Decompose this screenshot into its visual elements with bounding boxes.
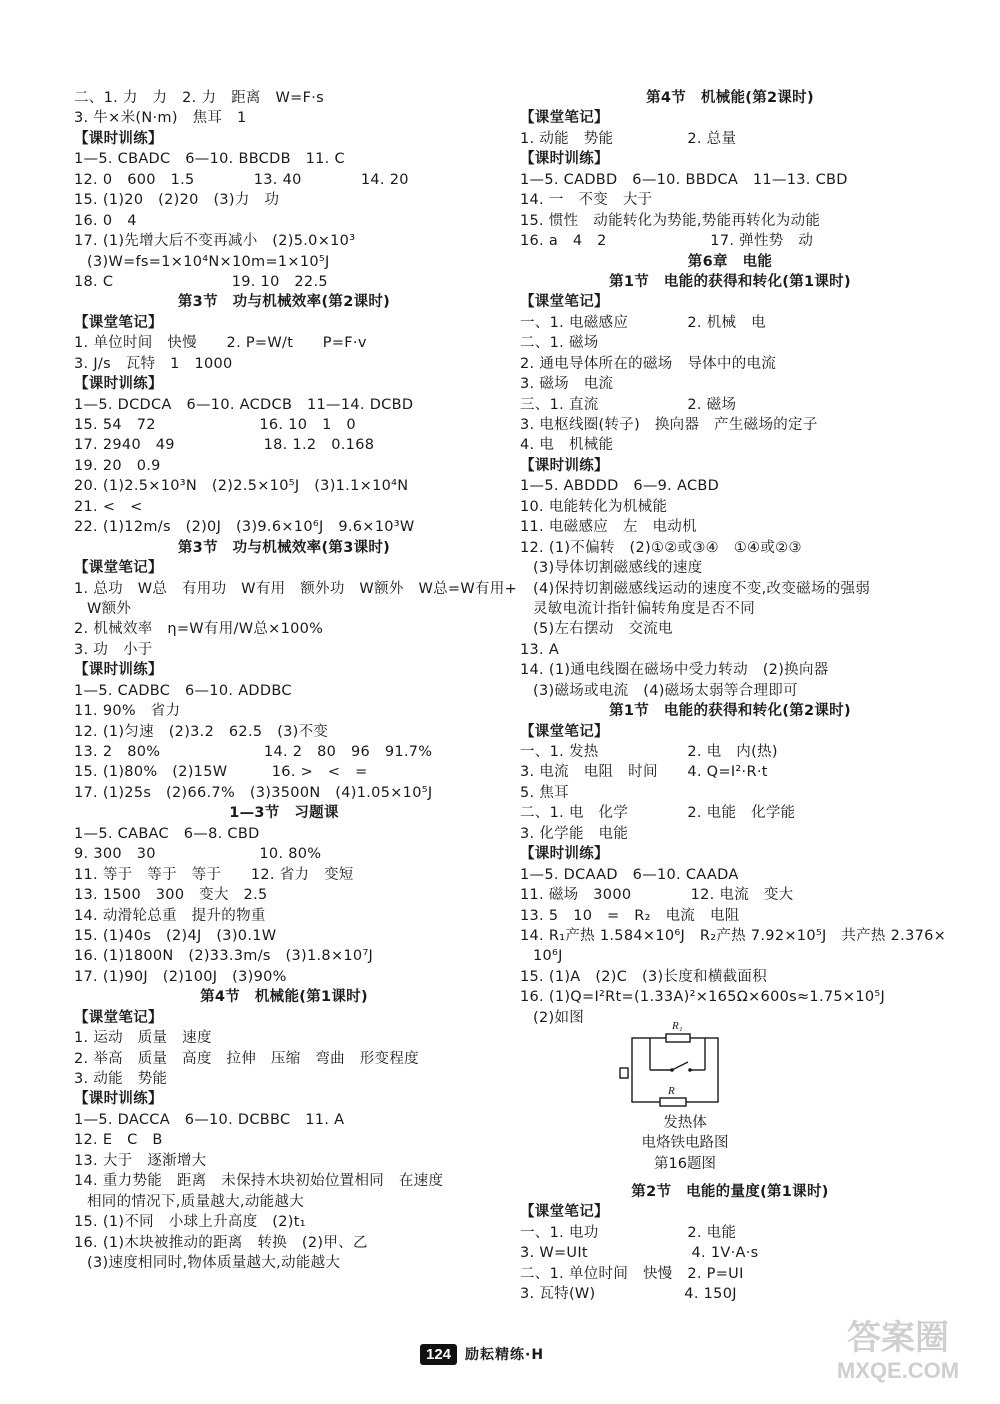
subsection-label: 【课堂笔记】	[74, 560, 163, 577]
answer-line: 12. 0 600 1.5 13. 40 14. 20	[74, 171, 409, 188]
answer-line: 16. (1)木块被推动的距离 转换 (2)甲、乙	[74, 1234, 368, 1251]
subsection-label: 【课堂笔记】	[74, 1009, 163, 1026]
resistor-r1-icon	[666, 1034, 690, 1042]
answer-line: 13. 大于 逐渐增大	[74, 1152, 207, 1169]
plug-icon	[620, 1068, 628, 1078]
answer-line: (4)保持切割磁感线运动的速度不变,改变磁场的强弱	[533, 580, 871, 597]
answer-line: 16. (1)Q=I²Rt=(1.33A)²×165Ω×600s≈1.75×10⁵J	[520, 989, 886, 1006]
answer-line: 17. (1)90J (2)100J (3)90%	[74, 968, 287, 985]
answer-line: 三、1. 直流 2. 磁场	[520, 396, 737, 413]
watermark-logo-text: 答案圈	[847, 1318, 949, 1358]
answer-line: W额外	[87, 600, 132, 617]
answer-line: 3. 磁场 电流	[520, 376, 614, 393]
answer-line: 16. (1)1800N (2)33.3m/s (3)1.8×10⁷J	[74, 948, 374, 965]
answer-line: 1. 单位时间 快慢 2. P=W/t P=F·v	[74, 335, 367, 352]
answer-line: 一、1. 电磁感应 2. 机械 电	[520, 314, 766, 331]
answer-line: 5. 焦耳	[520, 784, 569, 801]
answer-line: 16. a 4 2 17. 弹性势 动	[520, 233, 814, 250]
watermark-url: MXQE.COM	[836, 1358, 960, 1383]
answer-line: 12. (1)不偏转 (2)①②或③④ ①④或②③	[520, 539, 802, 556]
figure-caption	[520, 1113, 850, 1174]
answer-line: 19. 20 0.9	[74, 457, 161, 474]
answer-line: 相同的情况下,质量越大,动能越大	[87, 1193, 305, 1210]
answer-line: 1—5. DACCA 6—10. DCBBC 11. A	[74, 1111, 345, 1128]
subsection-label: 【课时训练】	[520, 457, 609, 474]
answer-line: 二、1. 电 化学 2. 电能 化学能	[520, 805, 796, 822]
answer-line: 2. 举高 质量 高度 拉伸 压缩 弯曲 形变程度	[74, 1050, 419, 1067]
section-heading: 第4节 机械能(第1课时)	[200, 989, 368, 1006]
section-heading: 第1节 电能的获得和转化(第2课时)	[609, 703, 851, 720]
answer-line: (2)如图	[533, 1009, 585, 1026]
answer-line: 15. (1)80% (2)15W 16. > < =	[74, 764, 368, 781]
right-column-lower	[520, 1182, 940, 1305]
answer-line: 10. 电能转化为机械能	[520, 498, 668, 515]
subsection-label: 【课堂笔记】	[520, 1204, 609, 1221]
subsection-label: 【课堂笔记】	[520, 110, 609, 127]
answer-line: 14. 一 不变 大于	[520, 192, 653, 209]
answer-line: 13. 5 10 = R₂ 电流 电阻	[520, 907, 740, 924]
answer-line: 11. 90% 省力	[74, 703, 181, 720]
watermark	[818, 1318, 978, 1388]
answer-line: 10⁶J	[533, 948, 563, 965]
answer-line: (3)速度相同时,物体质量越大,动能越大	[87, 1254, 341, 1271]
answer-line: 2. 通电导体所在的磁场 导体中的电流	[520, 355, 777, 372]
page-number: 124	[420, 1344, 457, 1365]
answer-line: 17. (1)先增大后不变再减小 (2)5.0×10³	[74, 233, 356, 250]
section-heading: 第2节 电能的量度(第1课时)	[631, 1184, 829, 1200]
answer-line: 13. 1500 300 变大 2.5	[74, 887, 268, 904]
answer-line: 1. 运动 质量 速度	[74, 1030, 212, 1047]
answer-line: 15. (1)20 (2)20 (3)力 功	[74, 192, 280, 209]
switch-icon	[672, 1062, 688, 1070]
answer-line: 15. (1)40s (2)4J (3)0.1W	[74, 927, 277, 944]
answer-line: 3. 功 小于	[74, 641, 153, 658]
answer-line: 12. (1)匀速 (2)3.2 62.5 (3)不变	[74, 723, 329, 740]
answer-line: 1—5. ABDDD 6—9. ACBD	[520, 478, 720, 495]
answer-line: 3. 牛×米(N·m) 焦耳 1	[74, 110, 247, 127]
circuit-diagram	[610, 1020, 730, 1110]
answer-line: 3. 动能 势能	[74, 1071, 168, 1087]
answer-line: 3. 化学能 电能	[520, 825, 629, 842]
answer-line: 3. J/s 瓦特 1 1000	[74, 355, 233, 372]
answer-line: 15. (1)不同 小球上升高度 (2)t₁	[74, 1214, 306, 1231]
answer-line: 15. 54 72 16. 10 1 0	[74, 417, 356, 433]
answer-line: 14. R₁产热 1.584×10⁶J R₂产热 7.92×10⁵J 共产热 2.376×	[520, 927, 947, 944]
answer-line: 14. (1)通电线圈在磁场中受力转动 (2)换向器	[520, 662, 829, 679]
answer-line: 4. 电 机械能	[520, 437, 614, 454]
answer-line: 14. 重力势能 距离 未保持木块初始位置相同 在速度	[74, 1173, 444, 1190]
answer-line: 13. A	[520, 641, 560, 658]
section-heading: 第1节 电能的获得和转化(第1课时)	[609, 273, 851, 290]
caption-line: 第16题图	[654, 1155, 716, 1172]
subsection-label: 【课时训练】	[74, 376, 163, 393]
answer-line: 17. 2940 49 18. 1.2 0.168	[74, 437, 375, 454]
caption-line: 电烙铁电路图	[641, 1135, 729, 1152]
answer-line: 3. 电流 电阻 时间 4. Q=I²·R·t	[520, 764, 768, 781]
answer-line: 3. W=UIt 4. 1V·A·s	[520, 1245, 759, 1262]
section-heading: 1—3节 习题课	[229, 805, 339, 822]
answer-line: 1—5. CBADC 6—10. BBCDB 11. C	[74, 151, 345, 168]
section-heading: 第3节 功与机械效率(第3课时)	[177, 539, 391, 556]
answer-line: 二、1. 力 力 2. 力 距离 W=F·s	[74, 90, 324, 106]
left-column	[74, 88, 518, 1273]
answer-line: 15. 惯性 动能转化为势能,势能再转化为动能	[520, 212, 821, 229]
resistor-r-icon	[660, 1098, 686, 1106]
answer-line: 11. 电磁感应 左 电动机	[520, 519, 697, 536]
answer-line: 20. (1)2.5×10³N (2)2.5×10⁵J (3)1.1×10⁴N	[74, 478, 409, 495]
answer-line: (3)W=fs=1×10⁴N×10m=1×10⁵J	[87, 253, 330, 270]
section-heading: 第6章 电能	[687, 253, 773, 270]
subsection-label: 【课时训练】	[74, 1091, 163, 1108]
answer-line: 3. 电枢线圈(转子) 换向器 产生磁场的定子	[520, 417, 818, 433]
answer-line: 3. 瓦特(W) 4. 150J	[520, 1286, 737, 1303]
answer-line: 18. C 19. 10 22.5	[74, 273, 328, 290]
answer-line: 9. 300 30 10. 80%	[74, 846, 322, 863]
subsection-label: 【课时训练】	[74, 130, 163, 147]
answer-line: 11. 磁场 3000 12. 电流 变大	[520, 887, 794, 904]
answer-line: 一、1. 发热 2. 电 内(热)	[520, 744, 778, 760]
answer-line: 1—5. DCDCA 6—10. ACDCB 11—14. DCBD	[74, 396, 414, 413]
answer-line: (5)左右摆动 交流电	[533, 621, 673, 638]
answer-line: 16. 0 4	[74, 212, 137, 229]
section-heading: 第4节 机械能(第2课时)	[646, 90, 814, 106]
brand-name: 励耘精练·H	[465, 1347, 545, 1363]
answer-line: 22. (1)12m/s (2)0J (3)9.6×10⁶J 9.6×10³W	[74, 519, 415, 536]
page-footer	[420, 1342, 544, 1366]
subsection-label: 【课时训练】	[520, 151, 609, 168]
section-heading: 第3节 功与机械效率(第2课时)	[177, 294, 391, 311]
answer-line: 1—5. CABAC 6—8. CBD	[74, 825, 260, 842]
answer-line: 12. E C B	[74, 1132, 163, 1149]
answer-line: 1. 动能 势能 2. 总量	[520, 130, 737, 147]
answer-line: 13. 2 80% 14. 2 80 96 91.7%	[74, 744, 433, 760]
answer-line: 二、1. 磁场	[520, 335, 599, 352]
subsection-label: 【课堂笔记】	[74, 314, 163, 331]
answer-line: 1—5. CADBC 6—10. ADDBC	[74, 682, 292, 699]
subsection-label: 【课时训练】	[74, 662, 163, 679]
answer-line: 1. 总功 W总 有用功 W有用 额外功 W额外 W总=W有用+	[74, 580, 518, 597]
answer-line: 1—5. CADBD 6—10. BBDCA 11—13. CBD	[520, 171, 848, 188]
subsection-label: 【课堂笔记】	[520, 723, 609, 740]
subsection-label: 【课堂笔记】	[520, 294, 609, 311]
answer-line: 15. (1)A (2)C (3)长度和横截面积	[520, 968, 768, 985]
answer-line: 二、1. 单位时间 快慢 2. P=UI	[520, 1265, 744, 1282]
r1-label: R₁	[672, 1020, 683, 1032]
r-label: R	[668, 1085, 675, 1097]
answer-line: 14. 动滑轮总重 提升的物重	[74, 907, 266, 924]
answer-line: 17. (1)25s (2)66.7% (3)3500N (4)1.05×10⁵J	[74, 784, 433, 801]
answer-line: 灵敏电流计指针偏转角度是否不同	[533, 600, 755, 617]
subsection-label: 【课时训练】	[520, 846, 609, 863]
answer-line: 2. 机械效率 η=W有用/W总×100%	[74, 621, 324, 638]
answer-line: 11. 等于 等于 等于 12. 省力 变短	[74, 866, 354, 883]
answer-line: 一、1. 电功 2. 电能	[520, 1224, 737, 1241]
answer-line: 1—5. DCAAD 6—10. CAADA	[520, 866, 739, 883]
answer-line: (3)导体切割磁感线的速度	[533, 560, 703, 577]
right-column	[520, 88, 947, 1028]
answer-line: 21. < <	[74, 498, 143, 515]
caption-line: 发热体	[663, 1115, 707, 1131]
answer-line: (3)磁场或电流 (4)磁场太弱等合理即可	[533, 682, 798, 699]
